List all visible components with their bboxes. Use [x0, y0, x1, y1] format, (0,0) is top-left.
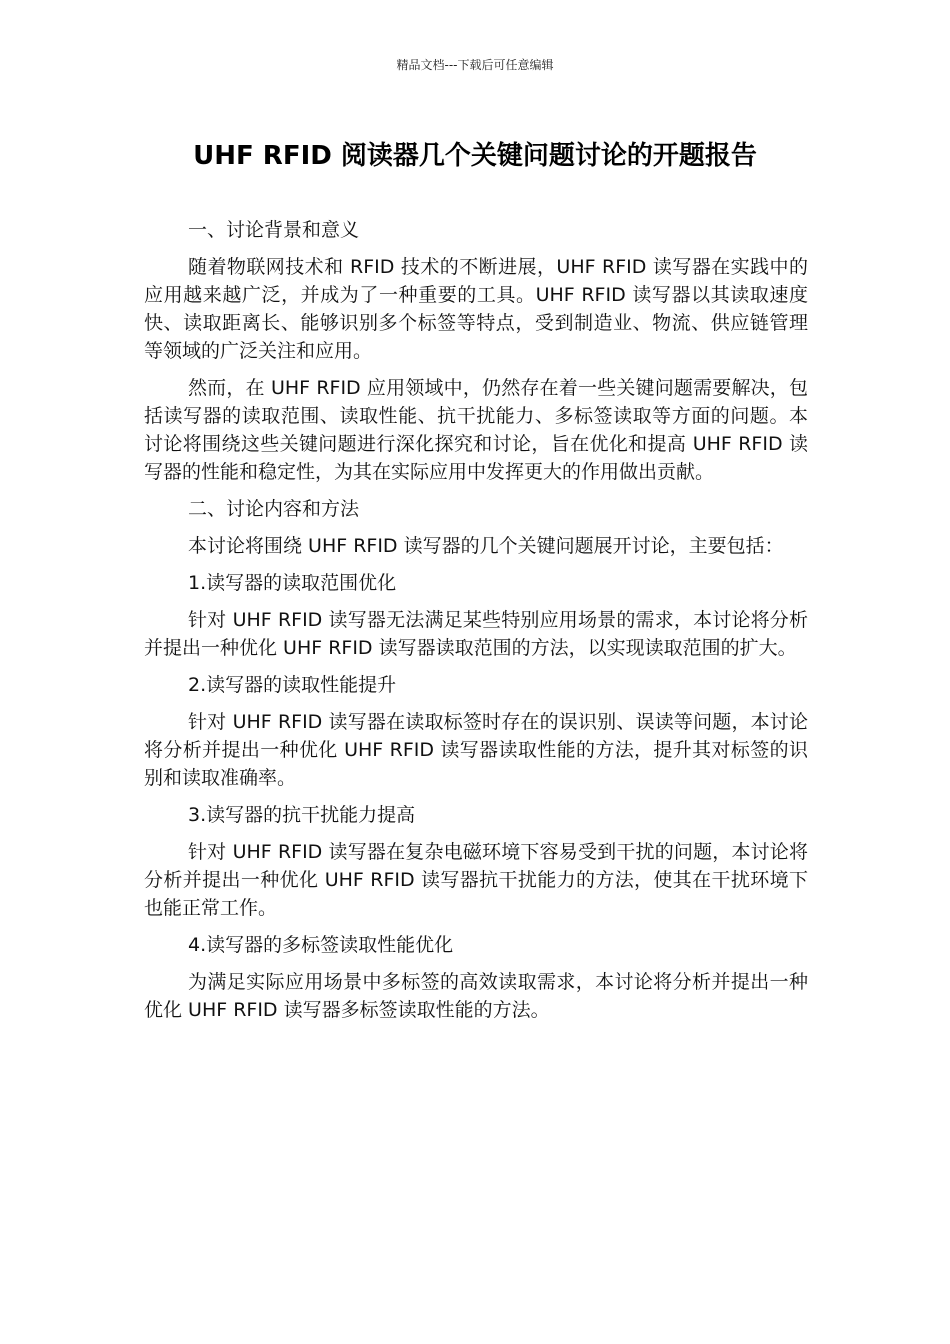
- document-title: UHF RFID 阅读器几个关键问题讨论的开题报告: [193, 141, 757, 171]
- paragraph: 针对 UHF RFID 读写器在复杂电磁环境下容易受到干扰的问题，本讨论将分析并提出一种优化 UHF RFID 读写器抗干扰能力的方法，使其在干扰环境下也能正常工作。: [144, 841, 808, 919]
- paragraph: 随着物联网技术和 RFID 技术的不断进展，UHF RFID 读写器在实践中的应用越来越广泛，并成为了一种重要的工具。UHF RFID 读写器以其读取速度快、读取距离长、能够识别多个标签等特点，受到制造业、物流、供应链管理等领域的广泛关注和应用。: [144, 256, 808, 362]
- subheading-anti-interference: 3.读写器的抗干扰能力提高: [188, 804, 416, 826]
- paragraph: 针对 UHF RFID 读写器无法满足某些特别应用场景的需求，本讨论将分析并提出一种优化 UHF RFID 读写器读取范围的方法，以实现读取范围的扩大。: [144, 609, 808, 659]
- document-body: [144, 216, 808, 1033]
- section-heading-background: 一、讨论背景和意义: [188, 219, 360, 241]
- paragraph: 针对 UHF RFID 读写器在读取标签时存在的误识别、误读等问题，本讨论将分析并提出一种优化 UHF RFID 读写器读取性能的方法，提升其对标签的识别和读取准确率。: [144, 711, 808, 789]
- paragraph: 为满足实际应用场景中多标签的高效读取需求，本讨论将分析并提出一种优化 UHF RFID 读写器多标签读取性能的方法。: [144, 971, 808, 1021]
- paragraph: 本讨论将围绕 UHF RFID 读写器的几个关键问题展开讨论，主要包括：: [188, 535, 784, 557]
- subheading-read-performance: 2.读写器的读取性能提升: [188, 674, 397, 696]
- header-note: 精品文档---下载后可任意编辑: [396, 58, 554, 72]
- section-heading-content-methods: 二、讨论内容和方法: [188, 498, 360, 520]
- subheading-read-range: 1.读写器的读取范围优化: [188, 572, 397, 594]
- paragraph: 然而，在 UHF RFID 应用领域中，仍然存在着一些关键问题需要解决，包括读写器的读取范围、读取性能、抗干扰能力、多标签读取等方面的问题。本讨论将围绕这些关键问题进行深化探究和讨论，旨在优化和提高 UHF RFID 读写器的性能和稳定性，为其在实际应用中发挥更大的作用做出贡献。: [144, 377, 808, 483]
- subheading-multi-tag: 4.读写器的多标签读取性能优化: [188, 934, 454, 956]
